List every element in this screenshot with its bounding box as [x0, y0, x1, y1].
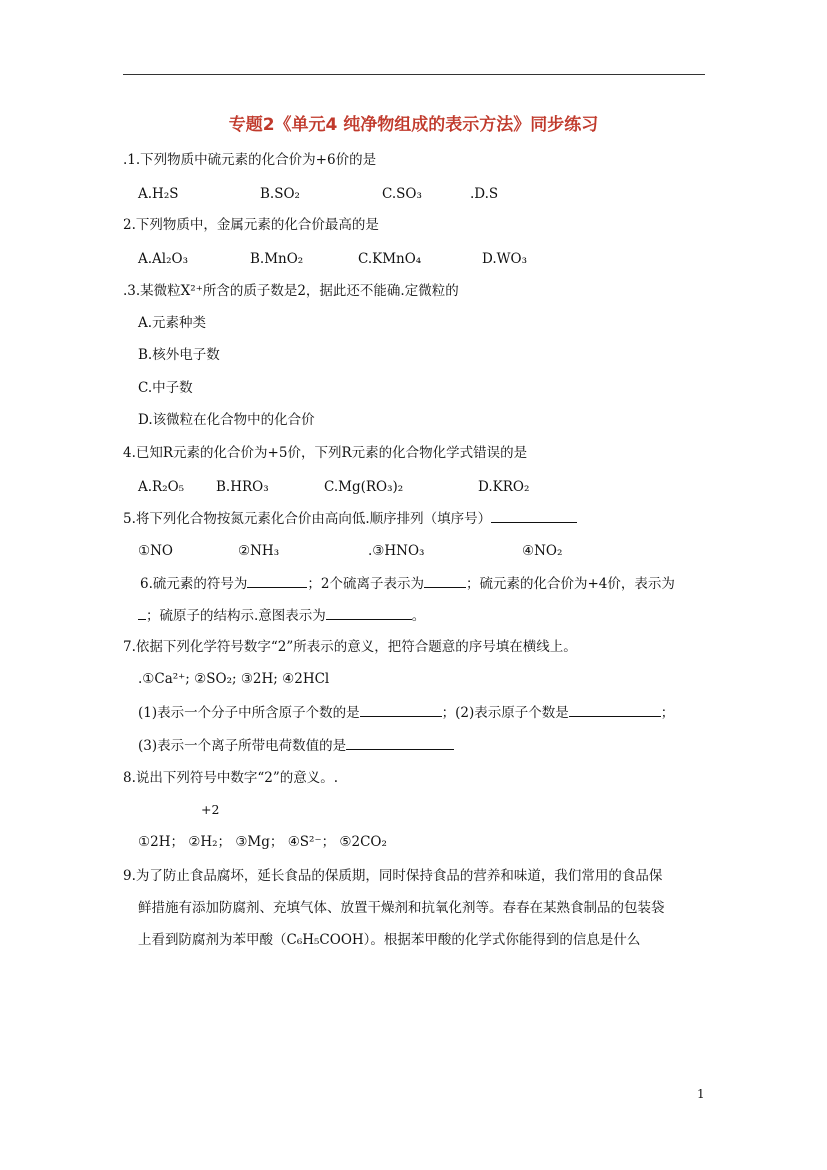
q6-text-5: 。 — [411, 608, 426, 624]
q7-text-1: (1)表示一个分子中所含原子个数的是 — [138, 705, 360, 721]
q6-text-1: 6.硫元素的符号为 — [140, 576, 248, 592]
q5-option-2: ②NH₃ — [238, 543, 280, 559]
question-8-items: ①2H； ②H₂； ③Mg； ④S²⁻； ⑤2CO₂ — [138, 834, 387, 850]
q5-option-1: ①NO — [138, 543, 173, 559]
page-number: 1 — [697, 1087, 705, 1101]
question-7-stem: 7.依据下列化学符号数字“2”所表示的意义，把符合题意的序号填在横线上。 — [123, 639, 577, 655]
q2-option-b: B.MnO₂ — [250, 251, 304, 267]
question-6-line2 — [138, 605, 425, 626]
q7-text-4: (3)表示一个离子所带电荷数值的是 — [138, 738, 347, 754]
q7-blank-3[interactable] — [346, 735, 454, 750]
q3-option-d: D.该微粒在化合物中的化合价 — [138, 412, 315, 428]
question-2-stem: 2.下列物质中，金属元素的化合价最高的是 — [123, 217, 379, 233]
question-7-items: .①Ca²⁺; ②SO₂; ③2H; ④2HCl — [138, 671, 330, 687]
q6-text-4: ；硫原子的结构示.意图表示为 — [146, 608, 326, 624]
q8-valence-mark: +2 — [201, 802, 220, 817]
q7-text-2: ；(2)表示原子个数是 — [441, 705, 569, 721]
q1-option-a: A.H₂S — [138, 186, 179, 202]
question-7-line1 — [138, 702, 674, 723]
question-5 — [123, 508, 577, 529]
q5-option-4: ④NO₂ — [522, 543, 563, 559]
question-8-stem: 8.说出下列符号中数字“2”的意义。. — [123, 770, 339, 786]
q6-blank-symbol[interactable] — [247, 573, 307, 588]
page-title: 专题2《单元4 纯净物组成的表示方法》同步练习 — [228, 115, 599, 135]
q1-option-b: B.SO₂ — [260, 186, 300, 202]
question-9-line2: 鲜措施有添加防腐剂、充填气体、放置干燥剂和抗氧化剂等。春春在某熟食制品的包装袋 — [138, 900, 665, 916]
q2-option-a: A.Al₂O₃ — [138, 251, 188, 267]
q2-option-c: C.KMnO₄ — [358, 251, 422, 267]
q4-option-d: D.KRO₂ — [478, 479, 530, 495]
q5-option-3: .③HNO₃ — [368, 543, 425, 559]
q3-option-c: C.中子数 — [138, 380, 193, 396]
question-6-line1 — [140, 573, 675, 594]
question-7-line2 — [138, 735, 454, 756]
q6-text-3: ；硫元素的化合价为+4价，表示为 — [465, 576, 675, 592]
question-9-line1: 9.为了防止食品腐坏，延长食品的保质期，同时保持食品的营养和味道，我们常用的食品保 — [123, 868, 663, 884]
question-3-stem: .3.某微粒X²⁺所含的质子数是2，据此还不能确.定微粒的 — [123, 283, 459, 299]
q4-option-a: A.R₂O₅ — [138, 479, 185, 495]
q7-blank-1[interactable] — [360, 702, 442, 717]
q1-option-d: .D.S — [470, 186, 499, 202]
q6-blank-ions[interactable] — [424, 573, 466, 588]
question-1-stem: .1.下列物质中硫元素的化合价为+6价的是 — [123, 152, 377, 168]
question-4-stem: 4.已知R元素的化合价为+5价，下列R元素的化合物化学式错误的是 — [123, 445, 528, 461]
q3-option-a: A.元素种类 — [138, 315, 207, 331]
q7-text-3: ； — [660, 705, 675, 721]
q4-option-b: B.HRO₃ — [216, 479, 269, 495]
question-5-stem: 5.将下列化合物按氮元素化合价由高向低.顺序排列（填序号） — [123, 511, 492, 527]
q6-blank-valence[interactable] — [138, 605, 146, 620]
q4-option-c: C.Mg(RO₃)₂ — [324, 479, 404, 495]
q7-blank-2[interactable] — [569, 702, 661, 717]
header-rule — [123, 74, 705, 75]
q5-answer-blank[interactable] — [491, 508, 577, 523]
q6-blank-diagram[interactable] — [326, 605, 412, 620]
q2-option-d: D.WO₃ — [482, 251, 527, 267]
q1-option-c: C.SO₃ — [382, 186, 422, 202]
question-9-line3: 上看到防腐剂为苯甲酸（C₆H₅COOH）。根据苯甲酸的化学式你能得到的信息是什么 — [138, 932, 641, 948]
q3-option-b: B.核外电子数 — [138, 347, 220, 363]
q6-text-2: ；2个硫离子表示为 — [307, 576, 424, 592]
